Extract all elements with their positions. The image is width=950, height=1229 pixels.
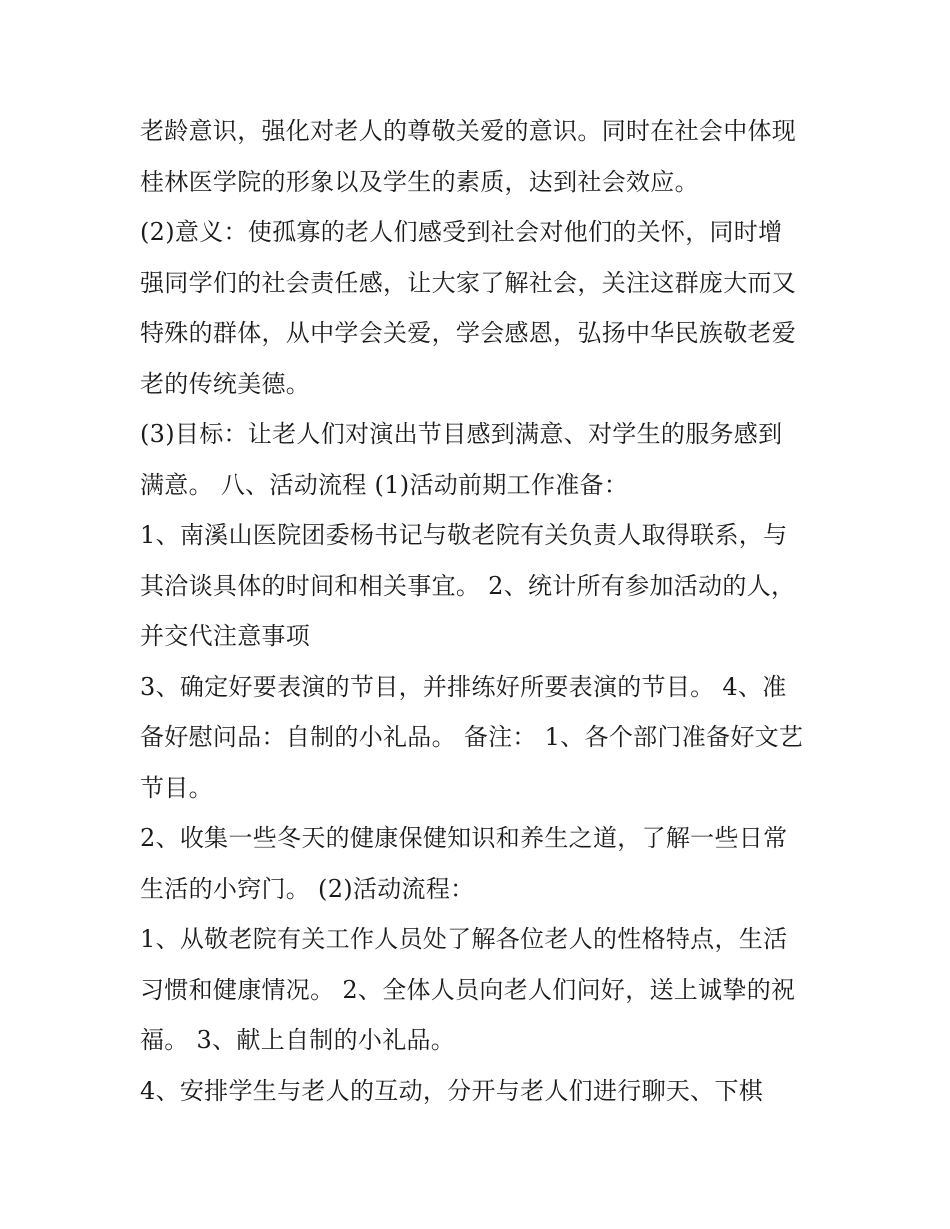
text-line: 1、从敬老院有关工作人员处了解各位老人的性格特点，生活 [140,925,788,953]
text-line: 1、南溪山医院团委杨书记与敬老院有关负责人取得联系，与 [140,521,788,549]
text-line: 老龄意识，强化对老人的尊敬关爱的意识。同时在社会中体现 [140,117,797,145]
text-line: 2、收集一些冬天的健康保健知识和养生之道，了解一些日常 [140,824,788,852]
text-line: 老的传统美德。 [140,369,311,398]
body-text [140,106,820,1116]
text-line: 生活的小窍门。 (2)活动流程： [140,874,475,903]
text-line: 4、安排学生与老人的互动，分开与老人们进行聊天、下棋 [140,1076,764,1105]
text-line: 强同学们的社会责任感，让大家了解社会，关注这群庞大而又 [140,268,797,297]
text-line: 备好慰问品：自制的小礼品。 备注： 1、各个部门准备好文艺 [140,723,804,751]
text-line: 桂林医学院的形象以及学生的素质，达到社会效应。 [140,167,699,196]
text-line: 习惯和健康情况。 2、全体人员向老人们问好，送上诚挚的祝 [140,975,796,1004]
text-line: 其洽谈具体的时间和相关事宜。 2、统计所有参加活动的人， [140,571,796,600]
text-line: (2)意义：使孤寡的老人们感受到社会对他们的关怀，同时增 [140,218,783,246]
text-line: 福。 3、献上自制的小礼品。 [140,1026,456,1054]
text-line: 节目。 [140,773,213,802]
text-line: 满意。 八、活动流程 (1)活动前期工作准备： [140,470,629,499]
text-line: 并交代注意事项 [140,622,311,650]
text-line: (3)目标：让老人们对演出节目感到满意、对学生的服务感到 [140,420,783,448]
text-line: 特殊的群体，从中学会关爱，学会感恩，弘扬中华民族敬老爱 [140,319,797,347]
text-line: 3、确定好要表演的节目，并排练好所要表演的节目。 4、准 [140,672,787,701]
